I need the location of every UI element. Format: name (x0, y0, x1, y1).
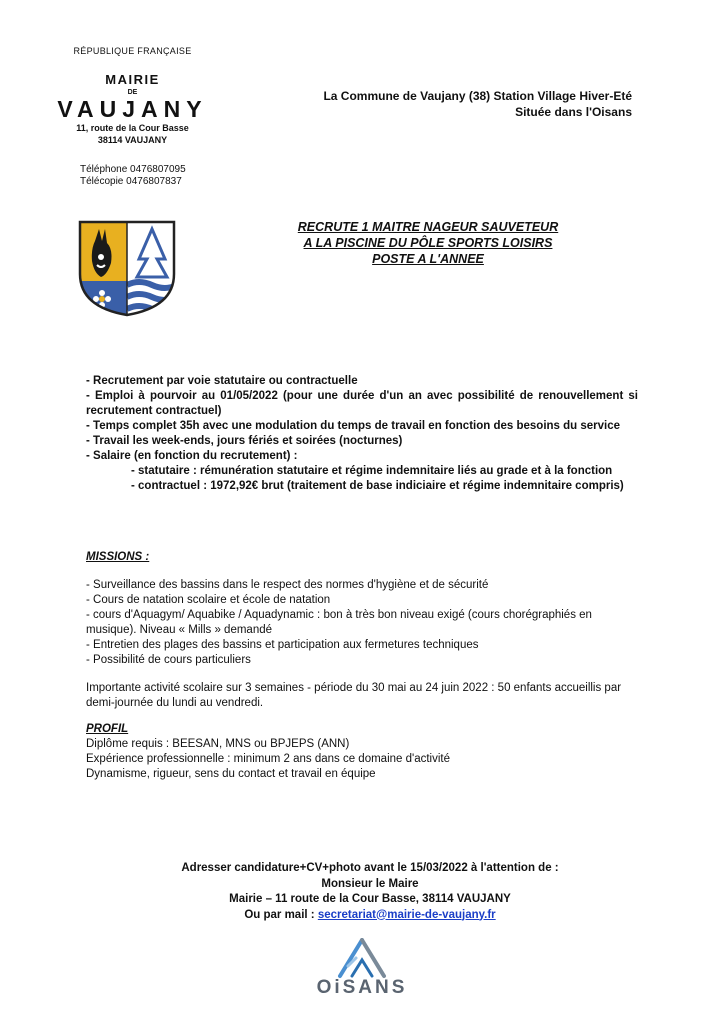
email-link[interactable]: secretariat@mairie-de-vaujany.fr (317, 908, 496, 921)
letterhead (40, 46, 225, 188)
salary-statutaire: - statutaire : rémunération statutaire et régime indemnitaire liés au grade et à la fonction (131, 465, 613, 477)
apply-line2: Monsieur le Maire (321, 877, 419, 890)
telephone: Téléphone 0476807095 (80, 164, 186, 175)
republique-francaise: RÉPUBLIQUE FRANÇAISE (73, 46, 192, 56)
telecopie: Télécopie 0476807837 (80, 176, 182, 187)
profil-title: PROFIL (86, 723, 129, 735)
condition-item: - Recrutement par voie statutaire ou contractuelle (86, 375, 358, 387)
profil-item: Expérience professionnelle : minimum 2 ans dans ce domaine d'activité (86, 753, 450, 765)
activity-note: Importante activité scolaire sur 3 semaines - période du 30 mai au 24 juin 2022 : 50 enfants accueillis par demi-journée du lundi au vendredi. (86, 682, 622, 709)
commune-line1: La Commune de Vaujany (38) Station Village Hiver-Eté (323, 89, 632, 103)
mission-item: - Entretien des plages des bassins et participation aux fermetures techniques (86, 639, 479, 651)
address-line2: 38114 VAUJANY (97, 135, 168, 145)
coat-of-arms-icon (77, 219, 177, 317)
commune-header (323, 88, 632, 120)
town-name: VAUJANY (57, 96, 208, 122)
commune-line2: Située dans l'Oisans (515, 105, 632, 119)
title-line1: RECRUTE 1 MAITRE NAGEUR SAUVETEUR (297, 220, 559, 234)
mission-item: - Cours de natation scolaire et école de natation (86, 594, 331, 606)
profil-item: Dynamisme, rigueur, sens du contact et travail en équipe (86, 768, 376, 780)
job-title (250, 219, 606, 267)
profil-list (86, 737, 638, 782)
mission-item: - cours d'Aquagym/ Aquabike / Aquadynamic : bon à très bon niveau exigé (cours chorégraphiés en musique). Niveau « Mills » demandé (86, 609, 592, 636)
contact-block (40, 164, 225, 188)
mission-item: - Possibilité de cours particuliers (86, 654, 251, 666)
apply-mail-line (100, 908, 640, 924)
title-line3: POSTE A L'ANNEE (372, 252, 484, 266)
oisans-logo-text: OiSANS (316, 977, 408, 998)
de-label: DE (127, 89, 138, 96)
apply-line3: Mairie – 11 route de la Cour Basse, 38114 VAUJANY (229, 893, 511, 905)
condition-item: - Temps complet 35h avec une modulation du temps de travail en fonction des besoins du service (86, 420, 621, 432)
salary-contractuel: - contractuel : 1972,92€ brut (traitement de base indiciaire et régime indemnitaire compris) (131, 480, 624, 492)
conditions-list (86, 374, 638, 494)
mairie-label: MAIRIE (105, 72, 160, 87)
address-line1: 11, route de la Cour Basse (76, 123, 189, 133)
apply-line1: Adresser candidature+CV+photo avant le 15/03/2022 à l'attention de : (181, 862, 559, 874)
condition-item: - Travail les week-ends, jours fériés et soirées (nocturnes) (86, 435, 403, 447)
profil-item: Diplôme requis : BEESAN, MNS ou BPJEPS (ANN) (86, 738, 350, 750)
missions-list (86, 578, 638, 668)
oisans-mountain-logo-icon (334, 938, 390, 982)
title-line2: A LA PISCINE DU PÔLE SPORTS LOISIRS (303, 236, 553, 250)
mail-label: Ou par mail : (244, 908, 318, 921)
condition-item: - Emploi à pourvoir au 01/05/2022 (pour une durée d'un an avec possibilité de renouvellement si recrutement contractuel) (86, 390, 638, 417)
missions-title: MISSIONS : (86, 551, 150, 563)
mission-item: - Surveillance des bassins dans le respect des normes d'hygiène et de sécurité (86, 579, 489, 591)
condition-item: - Salaire (en fonction du recrutement) : (86, 450, 298, 462)
application-block (100, 861, 640, 923)
